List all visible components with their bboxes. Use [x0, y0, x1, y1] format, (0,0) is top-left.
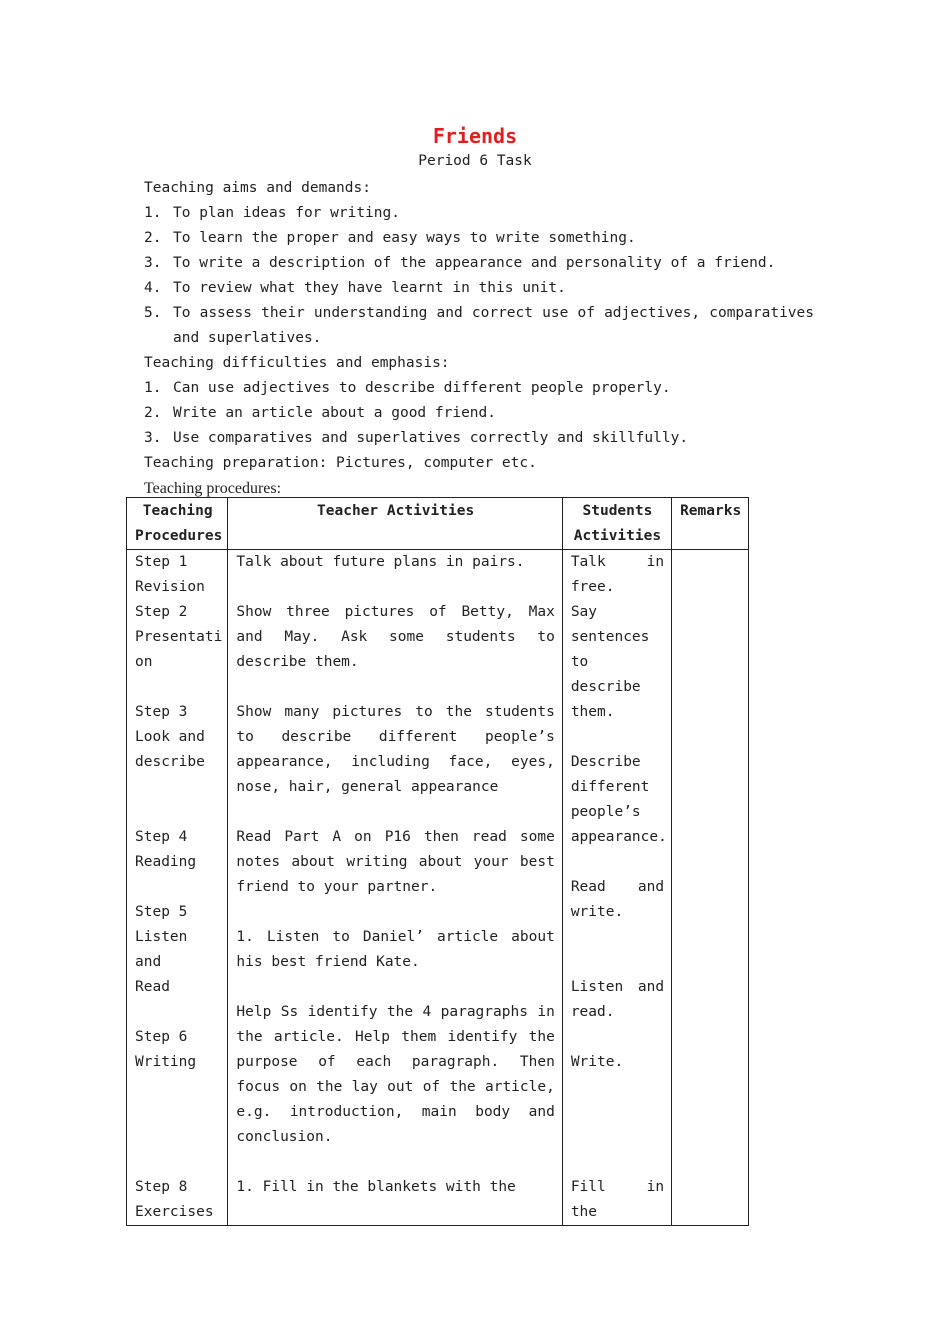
- student-activity-paragraph: [571, 1125, 664, 1150]
- aim-item-text: To review what they have learnt in this unit.: [173, 280, 566, 296]
- student-activity-paragraph: [571, 1025, 664, 1050]
- difficulty-item-number: 3.: [144, 430, 162, 446]
- remarks-cell: [672, 550, 749, 1226]
- difficulty-item: [144, 376, 814, 401]
- student-activity-paragraph: [571, 950, 664, 975]
- difficulty-item-text: Can use adjectives to describe different people properly.: [173, 380, 671, 396]
- student-activity-paragraph: Fill in the: [570, 1179, 665, 1220]
- aim-item-text: To learn the proper and easy ways to write something.: [173, 230, 636, 246]
- teacher-activity-paragraph: Talk about future plans in pairs.: [236, 554, 525, 570]
- difficulty-item-number: 1.: [144, 380, 162, 396]
- student-activity-paragraph: Read and write.: [570, 879, 665, 920]
- aim-item: [144, 226, 814, 251]
- student-activity-paragraph: [571, 1075, 664, 1100]
- document-subtitle: Period 6 Task: [418, 153, 532, 169]
- students-activities-cell: [562, 550, 671, 1226]
- aim-item: [144, 276, 814, 301]
- document-title: Friends: [432, 124, 518, 148]
- header-teacher-activities: Teacher Activities: [228, 498, 562, 550]
- teacher-activity-paragraph: [236, 1150, 554, 1175]
- student-activity-paragraph: Describe different people’s appearance.: [570, 754, 667, 845]
- steps-cell: Step 1 Revision Step 2 Presentati on Step 3 Look and describe Step 4 Reading Step 5 Listen and Read Step 6 Writing Step 8 Exercises: [127, 550, 228, 1226]
- difficulty-item: [144, 426, 814, 451]
- student-activity-paragraph: [571, 850, 664, 875]
- difficulty-item-number: 2.: [144, 405, 162, 421]
- aim-item-number: 4.: [144, 280, 162, 296]
- difficulties-heading: Teaching difficulties and emphasis:: [144, 355, 450, 371]
- aim-item-text: To assess their understanding and correct use of adjectives, comparatives and superlatives.: [173, 305, 814, 346]
- student-activity-paragraph: [571, 725, 664, 750]
- aim-item-number: 3.: [144, 255, 162, 271]
- student-activity-paragraph: Write.: [570, 1054, 624, 1070]
- preparation-line: Teaching preparation: Pictures, computer etc.: [144, 455, 537, 471]
- aim-item: [144, 201, 814, 226]
- procedures-heading: Teaching procedures:: [144, 480, 282, 497]
- aim-item-number: 5.: [144, 305, 162, 321]
- table-body-row: [127, 550, 749, 1226]
- header-remarks: Remarks: [672, 498, 749, 550]
- teacher-activities-cell: [228, 550, 562, 1226]
- teacher-activity-paragraph: [236, 975, 554, 1000]
- aim-item-text: To write a description of the appearance and personality of a friend.: [173, 255, 776, 271]
- teacher-activity-paragraph: [236, 900, 554, 925]
- header-students-activities: Students Activities: [562, 498, 671, 550]
- teacher-activity-paragraph: Show three pictures of Betty, Max and May. Ask some students to describe them.: [236, 604, 555, 670]
- aim-item-text: To plan ideas for writing.: [173, 205, 400, 221]
- difficulty-item-text: Write an article about a good friend.: [173, 405, 497, 421]
- teacher-activity-paragraph: [236, 575, 554, 600]
- teacher-activity-paragraph: Read Part A on P16 then read some notes about writing about your best friend to your partner.: [236, 829, 555, 895]
- document-body: [144, 176, 814, 501]
- student-activity-paragraph: Listen and read.: [570, 979, 665, 1020]
- aim-item-number: 2.: [144, 230, 162, 246]
- teacher-activity-paragraph: 1. Fill in the blankets with the: [236, 1179, 516, 1195]
- teacher-activity-paragraph: [236, 800, 554, 825]
- student-activity-paragraph: Say sentences to describe them.: [570, 604, 650, 720]
- difficulty-item: [144, 401, 814, 426]
- difficulty-item-text: Use comparatives and superlatives correctly and skillfully.: [173, 430, 689, 446]
- student-activity-paragraph: Talk in free.: [570, 554, 665, 595]
- aims-list: [144, 201, 814, 351]
- difficulties-list: [144, 376, 814, 451]
- header-teaching-procedures: Teaching Procedures: [127, 498, 228, 550]
- aim-item: [144, 301, 814, 351]
- student-activity-paragraph: [571, 925, 664, 950]
- teacher-activity-paragraph: Help Ss identify the 4 paragraphs in the article. Help them identify the purpose of each paragraph. Then focus on the lay out of the article, e.g. introduction, main body and conclusion.: [236, 1004, 555, 1145]
- student-activity-paragraph: [571, 1150, 664, 1175]
- teacher-activity-paragraph: 1. Listen to Daniel’ article about his best friend Kate.: [236, 929, 555, 970]
- aim-item-number: 1.: [144, 205, 162, 221]
- table-header-row: [127, 498, 749, 550]
- aim-item: [144, 251, 814, 276]
- procedures-table: [126, 497, 749, 1226]
- teacher-activity-paragraph: [236, 675, 554, 700]
- aims-heading: Teaching aims and demands:: [144, 180, 371, 196]
- teacher-activity-paragraph: Show many pictures to the students to describe different people’s appearance, including face, eyes, nose, hair, general appearance: [236, 704, 555, 795]
- student-activity-paragraph: [571, 1100, 664, 1125]
